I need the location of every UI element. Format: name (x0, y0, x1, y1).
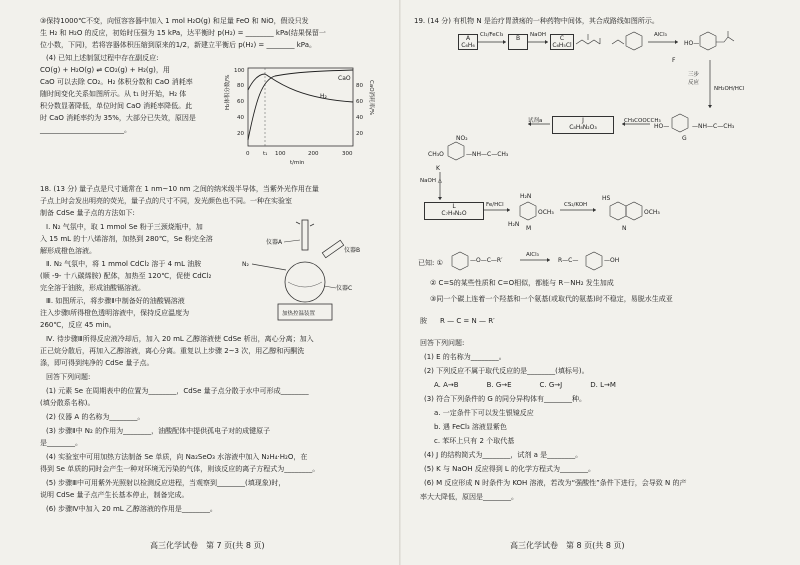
svg-text:H₂N: H₂N (520, 193, 532, 200)
x-tick: 0 (246, 151, 250, 157)
q18-line: 是________。 (40, 439, 82, 447)
x-label: t/min (290, 160, 305, 166)
reagent-7: NaOH △ (420, 178, 442, 184)
compound-c-formula: C₆H₅Cl (552, 42, 572, 49)
reagent-10: AlCl₃ (526, 252, 539, 258)
q18-line: 子点上时会发出明亮的荧光，量子点的尺寸不同，发光颜色也不同。一种在实验室 (40, 197, 292, 205)
reagent-9: CS₂/KOH (564, 202, 588, 208)
q18-line: (4) 实验室中可用加热方法制备 Se 单质，向 Na₂SeO₃ 水溶液中加入 N₂H₄·H₂O，在 (46, 453, 308, 461)
y-right-tick: 40 (356, 115, 363, 121)
q19-question: a. 一定条件下可以发生银镜反应 (434, 409, 534, 417)
svg-text:H₂N: H₂N (508, 221, 520, 228)
compound-b-label: B (515, 35, 521, 42)
q18-line: Ⅰ. N₂ 气氛中，取 1 mmol Se 粉于三颈烧瓶中，加 (46, 223, 203, 231)
y-right-label: CaO消耗率/% (368, 80, 374, 116)
y-right-tick: 20 (356, 131, 363, 137)
q17-line: 时 CaO 消耗率约为 35%，大部分已失效，原因是 (40, 114, 196, 122)
svg-text:R—C—: R—C— (558, 257, 579, 264)
x-tick: t₁ (263, 151, 268, 157)
q18-line: (1) 元素 Se 在周期表中的位置为________，CdSe 量子点分散于水中可形成________ (46, 387, 309, 395)
q18-line: Ⅲ. 如图所示，将步骤Ⅱ中制备好的油酸镉溶液 (46, 297, 185, 305)
reagent-8: Fe/HCl (486, 202, 504, 208)
compound-n-label: N (622, 225, 627, 232)
x-tick: 100 (275, 151, 286, 157)
svg-text:CH₃O: CH₃O (428, 151, 444, 158)
q17-line: 随时间变化关系如图所示。从 t₁ 时开始，H₂ 体 (40, 90, 187, 98)
reagent-4: NH₂OH/HCl (714, 86, 745, 92)
q18-line: Ⅳ. 待步骤Ⅲ所得反应液冷却后，加入 20 mL 乙醇溶液使 CdSe 析出，离心分离；加入 (46, 335, 314, 343)
label-c: 仪器C (336, 285, 353, 292)
q19-question: A. A→B B. G→E C. G→J D. L→M (434, 381, 616, 389)
q18-line: (6) 步骤Ⅳ中加入 20 mL 乙醇溶液的作用是________。 (46, 505, 217, 513)
compound-m-label: M (526, 225, 532, 232)
q18-line: 解形成橙色溶液。 (40, 247, 96, 255)
q18-line: (填分散系名称)。 (40, 399, 95, 407)
svg-text:HO—: HO— (654, 123, 670, 130)
compound-a-formula: C₆H₆ (461, 42, 475, 49)
imine-structure: R — C = N — R′ (440, 317, 495, 325)
label-n2: N₂ (242, 261, 249, 268)
q17-line: CO(g) + H₂O(g) ⇌ CO₂(g) + H₂(g)，用 (40, 66, 170, 74)
cao-curve-label: CaO (338, 75, 351, 82)
q18-line: 入 15 mL 的十八烯溶剂，加热到 280℃，Se 粉完全溶 (40, 235, 213, 243)
q19-question: 率大大降低，原因是________。 (420, 493, 518, 501)
known-3: ③同一个碳上连着一个羟基和一个氨基(或取代的氨基)时不稳定，易脱水生成亚 (430, 295, 673, 303)
compound-j-label: J (582, 117, 584, 124)
reagent-2: NaOH (530, 32, 546, 38)
compound-f-label: F (672, 57, 676, 64)
q18-line: 说明 CdSe 量子点产生长基本停止，制备完成。 (40, 491, 189, 499)
h2-cao-graph (220, 60, 380, 170)
svg-text:HO—: HO— (684, 40, 700, 47)
svg-text:NO₂: NO₂ (456, 135, 468, 142)
q17-line: 积分数显著降低，单位时间 CaO 消耗率降低。此 (40, 102, 193, 110)
q19-question: (4) J 的结构简式为________，试剂 a 是________。 (424, 451, 583, 459)
syringe (322, 240, 343, 258)
label-a: 仪器A (266, 239, 283, 246)
y-left-label: H₂体积分数/% (225, 74, 231, 110)
q18-line: (5) 步骤Ⅲ中可用紫外光照射以检测反应进程，当观察到________(填现象)时， (46, 479, 286, 487)
compound-j (552, 116, 614, 134)
condenser (302, 220, 308, 250)
q19-question: c. 苯环上只有 2 个取代基 (434, 437, 515, 445)
reagent-5: CH₃COOCCH₃ (624, 118, 661, 124)
page-footer: 高三化学试卷 第 8 页(共 8 页) (510, 541, 625, 550)
q17-line: ③保持1000℃不变，向恒容容器中加入 1 mol H₂O(g) 和足量 FeO 和 NiO，假设只发 (40, 17, 309, 25)
flask (285, 262, 325, 302)
y-tick: 40 (237, 115, 244, 121)
known-label: 已知: ① (418, 259, 443, 267)
q19-question: (2) 下列反应不属于取代反应的是________(填标号)。 (424, 367, 589, 375)
svg-text:—NH—C—CH₃: —NH—C—CH₃ (692, 123, 735, 130)
q18-line: 正己烷分散后，再加入乙醇溶液，离心分离。重复以上步骤 2~3 次，用乙醇和丙酮洗 (40, 347, 305, 355)
reagent-1: Cl₂/FeCl₃ (480, 32, 504, 38)
compound-l-label: L (452, 203, 456, 210)
q18-line: (顺 -9- 十八碳烯胺) 配体，加热至 120℃，促使 CdCl₂ (40, 272, 212, 280)
q17-line: ________________________。 (40, 126, 131, 134)
compound-l (424, 202, 484, 220)
label-b: 仪器B (344, 247, 361, 254)
y-right-tick: 60 (356, 99, 363, 105)
compound-l-formula: C₇H₉N₂O (441, 210, 467, 217)
svg-text:HS: HS (602, 195, 611, 202)
q17-line: CaO 可以去除 CO₂。H₂ 体积分数和 CaO 消耗率 (40, 78, 193, 86)
q19-intro: 19. (14 分) 有机物 N 是治疗胃溃疡的一种药物中间体，其合成路线如图所示。 (414, 17, 659, 25)
compound-c-label: C (559, 35, 565, 42)
q17-line: 位小数，下同)，若将容器体积压缩到原来的1/2，新建立平衡后 p(H₂) = ________ kPa。 (40, 41, 316, 49)
page-footer: 高三化学试卷 第 7 页(共 8 页) (150, 541, 265, 550)
svg-text:OCH₃: OCH₃ (644, 209, 660, 216)
q19-question: (5) K 与 NaOH 反应得到 L 的化学方程式为________。 (424, 465, 596, 473)
q18-line: 完全溶于油胺，形成油酸镉溶液。 (40, 284, 145, 292)
q19-question: (1) E 的名称为________。 (424, 353, 506, 361)
h2-curve-label: H₂ (320, 93, 327, 100)
heater-label: 加热控温装置 (282, 311, 316, 317)
compound-j-formula: C₈H₈N₂O₃ (569, 124, 597, 131)
compound-k-label: K (436, 165, 440, 172)
reagent-3: AlCl₃ (654, 32, 667, 38)
q17-line: (4) 已知上述制氢过程中存在副反应: (46, 54, 159, 62)
svg-text:OCH₃: OCH₃ (538, 209, 554, 216)
q18-line: 制备 CdSe 量子点的方法如下: (40, 209, 135, 217)
y-tick: 20 (237, 131, 244, 137)
x-tick: 200 (308, 151, 319, 157)
svg-text:—O—C—R′: —O—C—R′ (470, 257, 503, 264)
y-tick: 100 (234, 68, 245, 74)
q18-line: (2) 仪器 A 的名称为________。 (46, 413, 145, 421)
svg-text:—OH: —OH (604, 257, 620, 264)
q18-line: 18. (13 分) 量子点是尺寸通常在 1 nm~10 nm 之间的纳米级半导体，当紫外光作用在量 (40, 185, 319, 193)
y-right-tick: 80 (356, 83, 363, 89)
q18-line: 260℃，反应 45 min。 (40, 321, 116, 329)
three-step-label: 三步 (688, 72, 700, 78)
compound-g-label: G (682, 135, 687, 142)
q19-question: 回答下列问题: (420, 339, 465, 347)
q18-line: 涤，即可得到纯净的 CdSe 量子点。 (40, 359, 154, 367)
benzene-ring (626, 32, 642, 50)
q18-line: (3) 步骤Ⅱ中 N₂ 的作用为________，油酸配体中提供孤电子对的成键原子 (46, 427, 271, 435)
q18-line: Ⅱ. N₂ 气氛中，将 1 mmol CdCl₂ 溶于 4 mL 油胺 (46, 260, 202, 268)
q19-question: (3) 符合下列条件的 G 的同分异构体有________种。 (424, 395, 587, 403)
apparatus-diagram (240, 218, 370, 326)
y-tick: 80 (237, 83, 244, 89)
svg-text:—NH—C—CH₃: —NH—C—CH₃ (466, 151, 509, 158)
known-2: ② C=S的某些性质和 C=O相似，都能与 R－NH₂ 发生加成 (430, 279, 614, 287)
x-tick: 300 (342, 151, 353, 157)
known-4: 胺 (420, 317, 427, 325)
right-page (400, 0, 800, 565)
reagent-6: 试剂a (528, 118, 543, 124)
q19-question: b. 遇 FeCl₃ 溶液显紫色 (434, 423, 507, 431)
reaction-label: 反应 (688, 80, 700, 86)
compound-a-label: A (465, 35, 471, 42)
q19-question: (6) M 反应形成 N 时条件为 KOH 溶液，若改为“强酸性”条件下进行，会导致 N 的产 (424, 479, 687, 487)
q18-line: 得到 Se 单质的同时会产生一种对环境无污染的气体，则该反应的离子方程式为________。 (40, 465, 320, 473)
q17-line: 生 H₂ 和 H₂O 的反应，初始时压强为 15 kPa，达平衡时 p(H₂) = ________ kPa(结果保留一 (40, 29, 326, 37)
y-tick: 60 (237, 99, 244, 105)
q18-line: 注入步骤Ⅰ所得橙色透明溶液中，保持反应温度为 (40, 309, 190, 317)
q18-line: 回答下列问题: (46, 373, 91, 381)
